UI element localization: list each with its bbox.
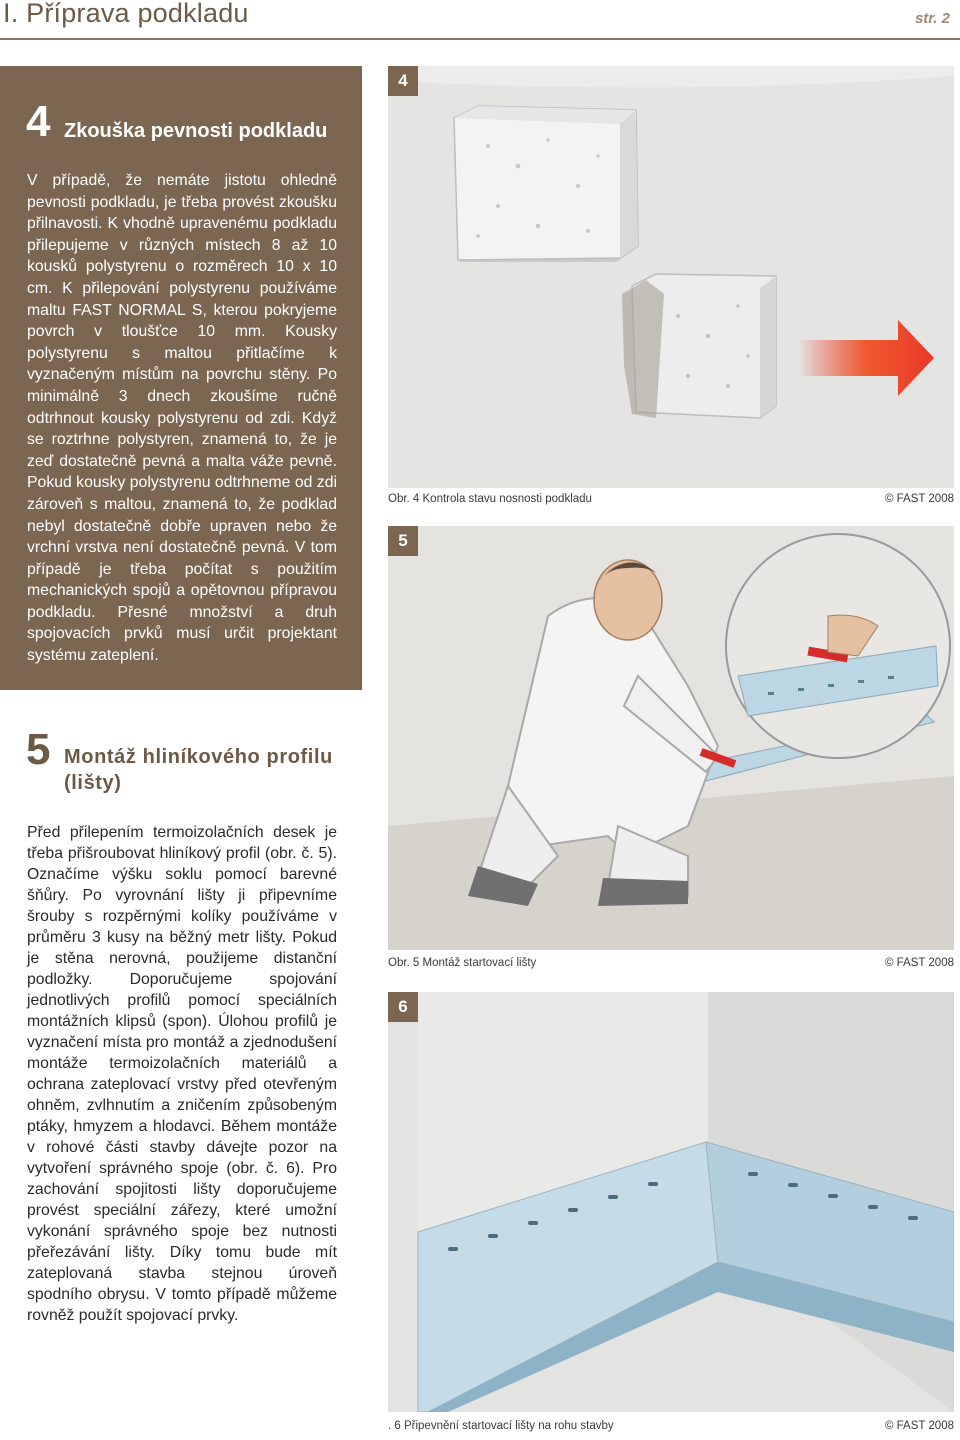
figure-5-caption-text: Obr. 5 Montáž startovací lišty (388, 957, 537, 969)
figure-4-copyright: © FAST 2008 (885, 493, 954, 505)
section-4-number: 4 (26, 97, 51, 146)
section-4-box (0, 66, 362, 690)
figure-6-illustration (388, 992, 954, 1412)
section-4-title: Zkouška pevnosti podkladu (64, 120, 328, 142)
page-title: I. Příprava podkladu (3, 0, 249, 28)
figure-6-number: 6 (388, 992, 418, 1022)
figure-4-illustration (388, 66, 954, 488)
figure-4-number: 4 (388, 66, 418, 96)
figure-6-caption-text: . 6 Připevnění startovací lišty na rohu stavby (388, 1420, 614, 1432)
section-5-title: Montáž hliníkového profilu (lišty) (64, 746, 333, 794)
section-5-number: 5 (26, 725, 51, 774)
section-4-body: V případě, že nemáte jistotu ohledně pevnosti podkladu, je třeba provést zkoušku přilnavosti. K vhodně upravenému podkladu přilepujeme v různých místech 8 až 10 kousků polystyrenu o rozměrech 10 x 10 cm. K přilepování polystyrenu používáme maltu FAST NORMAL S, kterou pokryjeme povrch v tloušťce 10 mm. Kousky polystyrenu s maltou přitlačíme k vyznačeným místům na povrchu stěny. Po minimálně 3 dnech zkoušíme ručně odtrhnout kousky polystyrenu od zdi. Když se roztrhne polystyren, znamená to, že je zeď dostatečně pevná a malta váže pevně. Pokud kousky polystyrenu odtrhneme od zdi zároveň s maltou, znamená to, že podklad nebyl dostatečně dobře upraven nebo že vrchní vrstva není dostatečně pevná. V tom případě je třeba počítat s použitím mechanických spojů a opětovnou přípravou podkladu. Přesné množství a druh spojovacích prvků musí určit projektant systému zateplení. (27, 172, 337, 665)
figure-6-copyright: © FAST 2008 (885, 1420, 954, 1432)
figure-5-copyright: © FAST 2008 (885, 957, 954, 969)
header-divider (0, 38, 960, 40)
figure-5-illustration (388, 526, 954, 950)
section-5-body: Před přilepením termoizolačních desek je třeba přišroubovat hliníkový profil (obr. č. 5). Označíme výšku soklu pomocí barevné šňůry. Po vyrovnání lišty ji připevníme šrouby s rozpěrnými kolíky používáme v průměru 3 kusy na běžný metr lišty. Pokud je stěna nerovná, použijeme distanční podložky. Doporučujeme spojování jednotlivých profilů pomocí speciálních montážních klipsů (spon). Úlohou profilů je vyznačení místa pro montáž a zjednodušení montáže termoizolačních materiálů a ochrana zateplovací vrstvy před otevřeným ohněm, zvlhnutím a zničením způsobeným ptáky, hmyzem a hlodavci. Během montáže v rohové části stavby dávejte pozor na vytvoření správného spoje (obr. č. 6). Pro zachování spojitosti lišty doporučujeme provést speciální zářezy, které umožní vykonání správného spoje bez nutnosti přeřezávání lišty. Díky tomu bude mít zateplovaná stavba stejnou úroveň spodního obrysu. V tomto případě můžeme rovněž použít spojovací prvky. (27, 824, 337, 1324)
page-number: str. 2 (914, 10, 950, 27)
figure-5-number: 5 (388, 526, 418, 556)
figure-4-caption-text: Obr. 4 Kontrola stavu nosnosti podkladu (388, 493, 592, 505)
